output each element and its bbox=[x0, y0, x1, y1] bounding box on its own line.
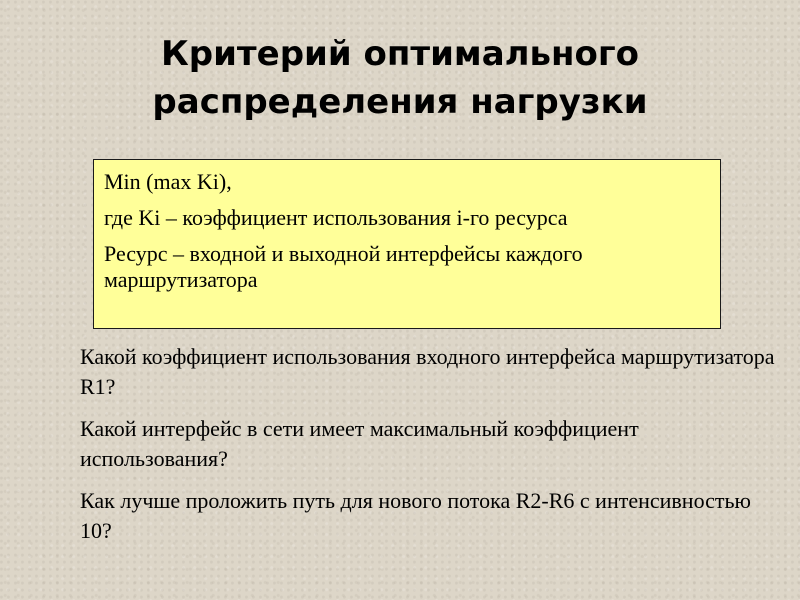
questions-list bbox=[80, 342, 780, 558]
resource-definition: Ресурс – входной и выходной интерфейсы каждого маршрутизатора bbox=[104, 241, 583, 292]
question-item: Как лучше проложить путь для нового потока R2-R6 с интенсивностью 10? bbox=[80, 488, 751, 543]
title-line-2: распределения нагрузки bbox=[152, 82, 648, 122]
title-line-1: Критерий оптимального bbox=[160, 34, 640, 74]
slide-title bbox=[0, 30, 800, 126]
coefficient-definition: где Ki – коэффициент использования i-го ресурса bbox=[104, 205, 568, 230]
question-item: Какой интерфейс в сети имеет максимальный коэффициент использования? bbox=[80, 416, 639, 471]
definition-box bbox=[93, 159, 721, 329]
question-item: Какой коэффициент использования входного интерфейса маршрутизатора R1? bbox=[80, 344, 775, 399]
formula-text: Min (max Ki), bbox=[104, 169, 232, 194]
